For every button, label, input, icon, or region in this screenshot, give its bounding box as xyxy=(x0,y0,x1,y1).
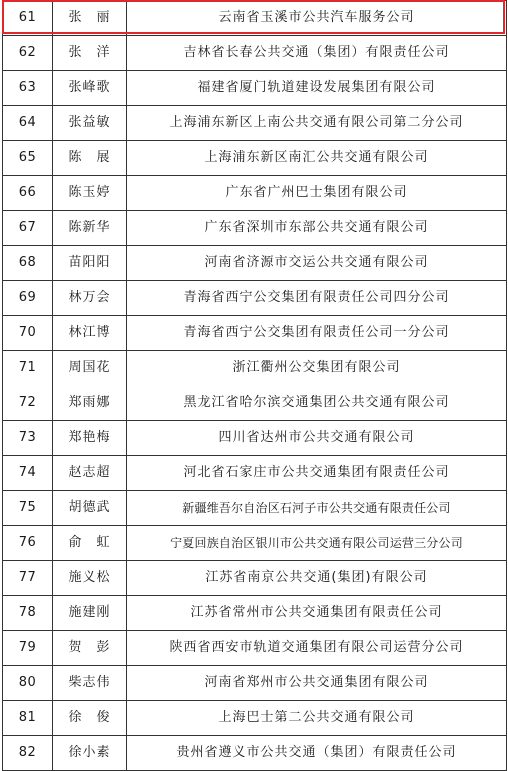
row-number: 79 xyxy=(3,631,53,666)
row-number: 65 xyxy=(3,141,53,176)
table-row xyxy=(3,421,507,456)
table-row xyxy=(3,211,507,246)
table-row xyxy=(3,141,507,176)
person-name: 施义松 xyxy=(53,561,127,596)
organization: 福建省厦门轨道建设发展集团有限公司 xyxy=(127,71,507,106)
person-name: 林万会 xyxy=(53,281,127,316)
person-name: 贺 彭 xyxy=(53,631,127,666)
roster-sheet xyxy=(2,0,506,768)
person-name: 张 洋 xyxy=(53,36,127,71)
organization: 黑龙江省哈尔滨交通集团公共交通有限公司 xyxy=(183,394,450,410)
row-number: 76 xyxy=(3,526,53,561)
person-name: 柴志伟 xyxy=(53,666,127,701)
organization: 吉林省长春公共交通（集团）有限责任公司 xyxy=(127,36,507,71)
organization: 河北省石家庄市公共交通集团有限责任公司 xyxy=(127,456,507,491)
person-name: 施建刚 xyxy=(53,596,127,631)
organization: 贵州省遵义市公共交通（集团）有限责任公司 xyxy=(127,736,507,771)
row-number: 72 xyxy=(18,394,37,410)
row-number: 73 xyxy=(3,421,53,456)
table-row xyxy=(3,736,507,771)
row-number: 67 xyxy=(3,211,53,246)
table-row xyxy=(3,1,507,36)
organization: 青海省西宁公交集团有限责任公司四分公司 xyxy=(127,281,507,316)
table-row xyxy=(3,71,507,106)
row-number: 75 xyxy=(3,491,53,526)
table-row xyxy=(3,246,507,281)
table-row xyxy=(3,456,507,491)
person-name: 陈新华 xyxy=(53,211,127,246)
row-number: 74 xyxy=(3,456,53,491)
person-name: 苗阳阳 xyxy=(53,246,127,281)
organization: 河南省济源市交运公共交通有限公司 xyxy=(127,246,507,281)
row-number: 61 xyxy=(3,1,53,36)
table-row xyxy=(3,281,507,316)
organization: 江苏省南京公共交通(集团)有限公司 xyxy=(127,561,507,596)
organization: 广东省广州巴士集团有限公司 xyxy=(127,176,507,211)
table-row xyxy=(3,526,507,561)
organization: 浙江衢州公交集团有限公司 xyxy=(232,360,401,376)
person-name: 郑雨娜 xyxy=(68,394,111,410)
table-row xyxy=(3,596,507,631)
row-number: 64 xyxy=(3,106,53,141)
table-row xyxy=(3,701,507,736)
person-name: 徐小素 xyxy=(53,736,127,771)
table-row xyxy=(3,36,507,71)
roster-table xyxy=(2,0,507,771)
organization: 宁夏回族自治区银川市公共交通有限公司运营三分公司 xyxy=(127,526,507,561)
person-name: 张峰歌 xyxy=(53,71,127,106)
row-number: 63 xyxy=(3,71,53,106)
row-number: 81 xyxy=(3,701,53,736)
organization: 江苏省常州市公共交通集团有限责任公司 xyxy=(127,596,507,631)
organization: 云南省玉溪市公共汽车服务公司 xyxy=(127,1,507,36)
person-name-group xyxy=(53,351,127,421)
table-row xyxy=(3,561,507,596)
table-row xyxy=(3,176,507,211)
person-name: 郑艳梅 xyxy=(53,421,127,456)
person-name: 胡德武 xyxy=(53,491,127,526)
row-number: 78 xyxy=(3,596,53,631)
row-number: 68 xyxy=(3,246,53,281)
organization: 上海浦东新区上南公共交通有限公司第二分公司 xyxy=(127,106,507,141)
organization: 四川省达州市公共交通有限公司 xyxy=(127,421,507,456)
table-row xyxy=(3,631,507,666)
organization: 新疆维吾尔自治区石河子市公共交通有限责任公司 xyxy=(127,491,507,526)
organization: 上海浦东新区南汇公共交通有限公司 xyxy=(127,141,507,176)
person-name: 陈玉婷 xyxy=(53,176,127,211)
person-name: 俞 虹 xyxy=(53,526,127,561)
organization-group xyxy=(127,351,507,421)
row-number: 82 xyxy=(3,736,53,771)
person-name: 林江博 xyxy=(53,316,127,351)
row-number: 71 xyxy=(18,360,37,376)
table-row xyxy=(3,316,507,351)
organization: 河南省郑州市公共交通集团有限公司 xyxy=(127,666,507,701)
table-row xyxy=(3,491,507,526)
person-name: 赵志超 xyxy=(53,456,127,491)
organization: 青海省西宁公交集团有限责任公司一分公司 xyxy=(127,316,507,351)
table-row xyxy=(3,106,507,141)
table-row-merged xyxy=(3,351,507,421)
row-number: 80 xyxy=(3,666,53,701)
row-number: 69 xyxy=(3,281,53,316)
person-name: 张益敏 xyxy=(53,106,127,141)
row-number: 70 xyxy=(3,316,53,351)
organization: 广东省深圳市东部公共交通有限公司 xyxy=(127,211,507,246)
person-name: 徐 俊 xyxy=(53,701,127,736)
row-number: 62 xyxy=(3,36,53,71)
organization: 陕西省西安市轨道交通集团有限公司运营分公司 xyxy=(127,631,507,666)
organization: 上海巴士第二公共交通有限公司 xyxy=(127,701,507,736)
person-name: 陈 展 xyxy=(53,141,127,176)
row-number: 66 xyxy=(3,176,53,211)
row-number-group xyxy=(3,351,53,421)
person-name: 周国花 xyxy=(68,360,111,376)
table-row xyxy=(3,666,507,701)
row-number: 77 xyxy=(3,561,53,596)
person-name: 张 丽 xyxy=(53,1,127,36)
